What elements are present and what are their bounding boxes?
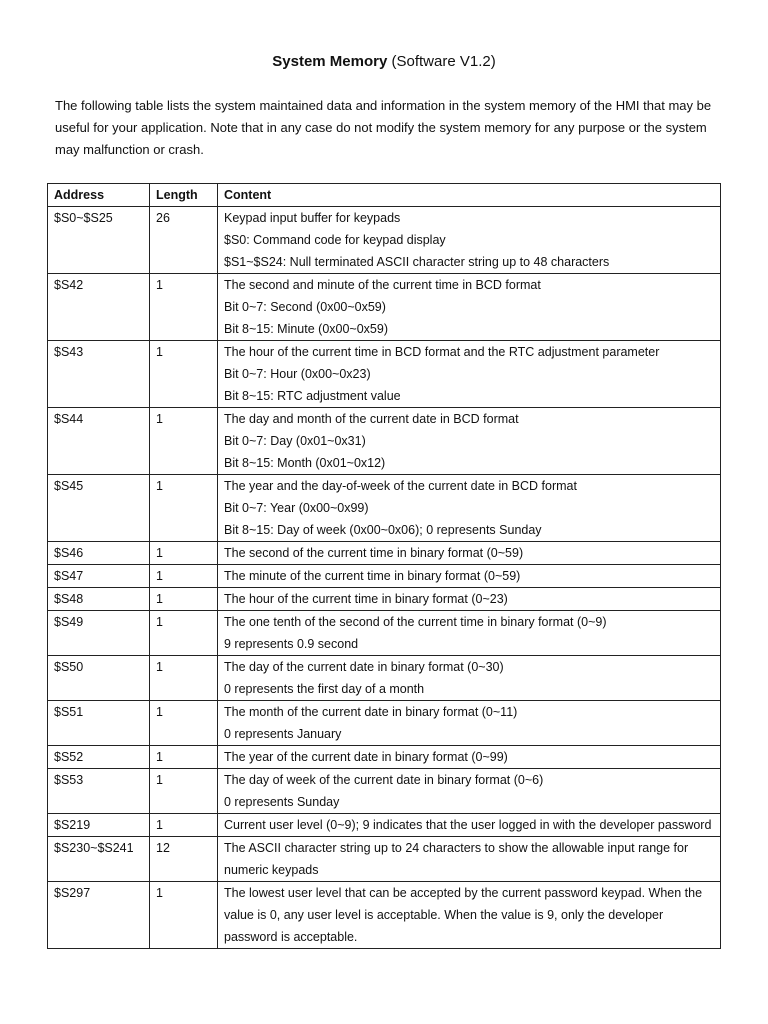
cell-address: $S230~$S241 bbox=[48, 837, 150, 882]
content-line: The year and the day-of-week of the current date in BCD format bbox=[224, 479, 577, 493]
content-line: The day of the current date in binary format (0~30) bbox=[224, 660, 504, 674]
cell-address: $S51 bbox=[48, 701, 150, 746]
title-sub: (Software V1.2) bbox=[391, 53, 496, 70]
cell-address: $S46 bbox=[48, 542, 150, 565]
content-line: Bit 0~7: Hour (0x00~0x23) bbox=[224, 367, 371, 381]
cell-length: 1 bbox=[150, 814, 218, 837]
cell-length: 1 bbox=[150, 475, 218, 542]
cell-length: 1 bbox=[150, 611, 218, 656]
table-row bbox=[48, 274, 721, 341]
table-row bbox=[48, 746, 721, 769]
cell-content bbox=[218, 701, 721, 746]
title-main: System Memory bbox=[272, 53, 388, 70]
content-line: The hour of the current time in binary format (0~23) bbox=[224, 592, 508, 606]
cell-length: 1 bbox=[150, 274, 218, 341]
cell-length: 12 bbox=[150, 837, 218, 882]
header-length: Length bbox=[150, 184, 218, 207]
content-line: Bit 8~15: RTC adjustment value bbox=[224, 389, 401, 403]
cell-address: $S297 bbox=[48, 882, 150, 949]
content-line: $S1~$S24: Null terminated ASCII character string up to 48 characters bbox=[224, 255, 610, 269]
content-line: The second and minute of the current time in BCD format bbox=[224, 278, 541, 292]
cell-content bbox=[218, 656, 721, 701]
cell-content bbox=[218, 837, 721, 882]
content-line: The lowest user level that can be accepted by the current password keypad. When the value is 0, any user level is acceptable. When the value is 9, only the developer password is acceptable. bbox=[224, 886, 703, 944]
cell-address: $S45 bbox=[48, 475, 150, 542]
content-line: Bit 8~15: Month (0x01~0x12) bbox=[224, 456, 386, 470]
cell-content bbox=[218, 565, 721, 588]
table-row bbox=[48, 408, 721, 475]
content-line: The ASCII character string up to 24 characters to show the allowable input range for numeric keypads bbox=[224, 841, 689, 877]
content-line: 9 represents 0.9 second bbox=[224, 637, 359, 651]
content-line: 0 represents Sunday bbox=[224, 795, 340, 809]
cell-address: $S44 bbox=[48, 408, 150, 475]
cell-address: $S42 bbox=[48, 274, 150, 341]
table-row bbox=[48, 701, 721, 746]
content-line: Bit 0~7: Year (0x00~0x99) bbox=[224, 501, 369, 515]
cell-content bbox=[218, 814, 721, 837]
content-line: Bit 0~7: Day (0x01~0x31) bbox=[224, 434, 366, 448]
content-line: The second of the current time in binary format (0~59) bbox=[224, 546, 524, 560]
cell-address: $S49 bbox=[48, 611, 150, 656]
table-row bbox=[48, 207, 721, 274]
table-row bbox=[48, 837, 721, 882]
table-header-row bbox=[48, 184, 721, 207]
system-memory-table bbox=[47, 183, 721, 949]
content-line: The day of week of the current date in binary format (0~6) bbox=[224, 773, 544, 787]
cell-content bbox=[218, 408, 721, 475]
content-line: The hour of the current time in BCD format and the RTC adjustment parameter bbox=[224, 345, 660, 359]
cell-address: $S0~$S25 bbox=[48, 207, 150, 274]
cell-length: 1 bbox=[150, 769, 218, 814]
content-line: Bit 8~15: Minute (0x00~0x59) bbox=[224, 322, 388, 336]
cell-address: $S52 bbox=[48, 746, 150, 769]
cell-content bbox=[218, 746, 721, 769]
header-address: Address bbox=[48, 184, 150, 207]
content-line: Bit 8~15: Day of week (0x00~0x06); 0 represents Sunday bbox=[224, 523, 542, 537]
cell-length: 1 bbox=[150, 701, 218, 746]
table-row bbox=[48, 475, 721, 542]
cell-address: $S219 bbox=[48, 814, 150, 837]
content-line: The minute of the current time in binary format (0~59) bbox=[224, 569, 521, 583]
cell-content bbox=[218, 341, 721, 408]
table-row bbox=[48, 542, 721, 565]
cell-content bbox=[218, 207, 721, 274]
cell-content bbox=[218, 274, 721, 341]
table-row bbox=[48, 814, 721, 837]
table-row bbox=[48, 588, 721, 611]
cell-content bbox=[218, 588, 721, 611]
cell-length: 1 bbox=[150, 656, 218, 701]
cell-length: 1 bbox=[150, 542, 218, 565]
content-line: Current user level (0~9); 9 indicates that the user logged in with the developer password bbox=[224, 818, 712, 832]
table-row bbox=[48, 565, 721, 588]
table-row bbox=[48, 882, 721, 949]
cell-content bbox=[218, 542, 721, 565]
cell-address: $S48 bbox=[48, 588, 150, 611]
content-line: $S0: Command code for keypad display bbox=[224, 233, 446, 247]
table-row bbox=[48, 656, 721, 701]
table-row bbox=[48, 341, 721, 408]
header-content: Content bbox=[218, 184, 721, 207]
cell-address: $S43 bbox=[48, 341, 150, 408]
table-row bbox=[48, 769, 721, 814]
cell-address: $S50 bbox=[48, 656, 150, 701]
content-line: 0 represents the first day of a month bbox=[224, 682, 425, 696]
content-line: The year of the current date in binary format (0~99) bbox=[224, 750, 508, 764]
content-line: The day and month of the current date in BCD format bbox=[224, 412, 519, 426]
cell-content bbox=[218, 611, 721, 656]
cell-content bbox=[218, 475, 721, 542]
content-line: Keypad input buffer for keypads bbox=[224, 211, 401, 225]
content-line: 0 represents January bbox=[224, 727, 342, 741]
cell-length: 1 bbox=[150, 588, 218, 611]
cell-address: $S53 bbox=[48, 769, 150, 814]
cell-length: 1 bbox=[150, 341, 218, 408]
cell-length: 1 bbox=[150, 746, 218, 769]
cell-length: 1 bbox=[150, 882, 218, 949]
cell-length: 26 bbox=[150, 207, 218, 274]
cell-address: $S47 bbox=[48, 565, 150, 588]
page-title bbox=[0, 52, 768, 72]
content-line: The month of the current date in binary format (0~11) bbox=[224, 705, 518, 719]
cell-length: 1 bbox=[150, 408, 218, 475]
cell-content bbox=[218, 882, 721, 949]
table-row bbox=[48, 611, 721, 656]
content-line: Bit 0~7: Second (0x00~0x59) bbox=[224, 300, 386, 314]
intro-paragraph: The following table lists the system maintained data and information in the system memory of the HMI that may be useful for your application. Note that in any case do not modify the system memory for any purpose or the system may malfunction or crash. bbox=[55, 98, 712, 157]
table-body bbox=[48, 207, 721, 949]
cell-content bbox=[218, 769, 721, 814]
content-line: The one tenth of the second of the current time in binary format (0~9) bbox=[224, 615, 607, 629]
cell-length: 1 bbox=[150, 565, 218, 588]
